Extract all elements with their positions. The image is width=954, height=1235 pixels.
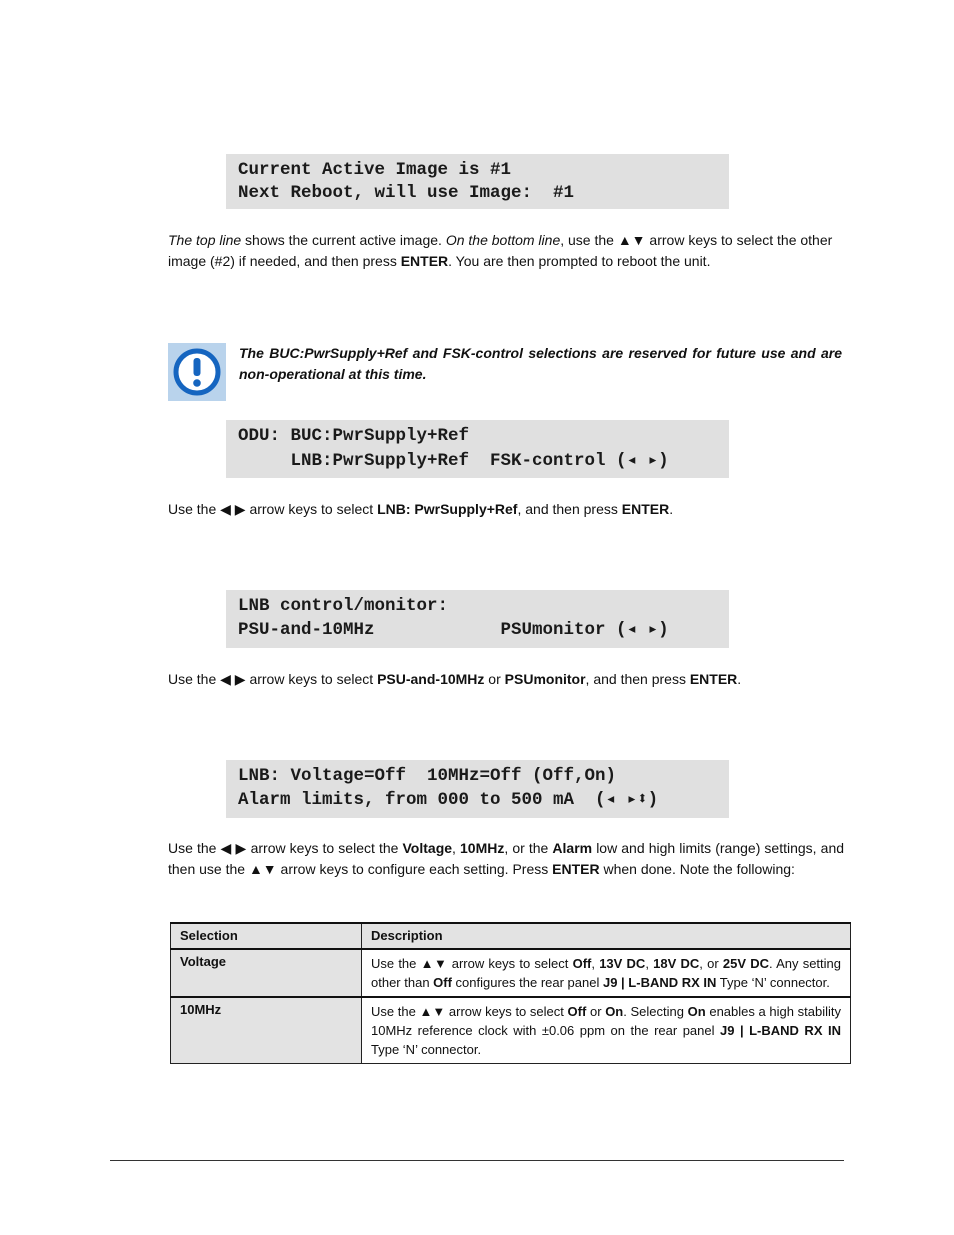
lcd-line-2: Next Reboot, will use Image: #1 (238, 183, 575, 203)
selection-table (170, 922, 851, 1064)
lcd-display-lnb-voltage (226, 760, 729, 818)
column-header: Selection (171, 923, 362, 949)
note-text: The BUC:PwrSupply+Ref and FSK-control selections are reserved for future use and are non-operational at this time. (239, 345, 842, 382)
table-row (171, 997, 851, 1064)
lcd-line-1: LNB: Voltage=Off 10MHz=Off (Off,On) (238, 766, 617, 786)
paragraph-image-select: The top line shows the current active image. On the bottom line, use the ▲▼ arrow keys to select the other image (#2) if needed, and then press ENTER. You are then prompted to reboot the unit. (168, 232, 833, 269)
exclamation-circle-icon (168, 343, 226, 401)
table-row (171, 949, 851, 997)
lcd-line-1: ODU: BUC:PwrSupply+Ref (238, 426, 470, 446)
selection-cell: Voltage (171, 949, 362, 997)
lcd-line-2: PSU-and-10MHz PSUmonitor (◂ ▸) (238, 620, 669, 640)
paragraph-odu-select: Use the ◀ ▶ arrow keys to select LNB: PwrSupply+Ref, and then press ENTER. (168, 501, 674, 517)
lcd-line-2: Alarm limits, from 000 to 500 mA (◂ ▸⬍) (238, 790, 659, 810)
description-cell: Use the ▲▼ arrow keys to select Off, 13V DC, 18V DC, or 25V DC. Any setting other than Off configures the rear panel J9 | L-BAND RX IN Type ‘N’ connector. (362, 949, 851, 997)
lcd-display-lnb-control (226, 590, 729, 648)
paragraph-lnb-voltage: Use the ◀ ▶ arrow keys to select the Voltage, 10MHz, or the Alarm low and high limits (range) settings, and then use the ▲▼ arrow keys to configure each setting. Press ENTER when done. Note the following: (168, 840, 845, 877)
table-header-row (171, 923, 851, 949)
lcd-line-1: Current Active Image is #1 (238, 160, 512, 180)
lcd-line-2: LNB:PwrSupply+Ref FSK-control (◂ ▸) (238, 451, 669, 471)
lcd-display-odu (226, 420, 729, 478)
paragraph-lnb-control: Use the ◀ ▶ arrow keys to select PSU-and-10MHz or PSUmonitor, and then press ENTER. (168, 671, 742, 687)
lcd-line-1: LNB control/monitor: (238, 596, 449, 616)
footer-rule (110, 1160, 844, 1161)
lcd-display-image (226, 154, 729, 209)
column-header: Description (362, 923, 851, 949)
selection-cell: 10MHz (171, 997, 362, 1064)
description-cell: Use the ▲▼ arrow keys to select Off or On. Selecting On enables a high stability 10MHz reference clock with ±0.06 ppm on the rear panel J9 | L-BAND RX IN Type ‘N’ connector. (362, 997, 851, 1064)
